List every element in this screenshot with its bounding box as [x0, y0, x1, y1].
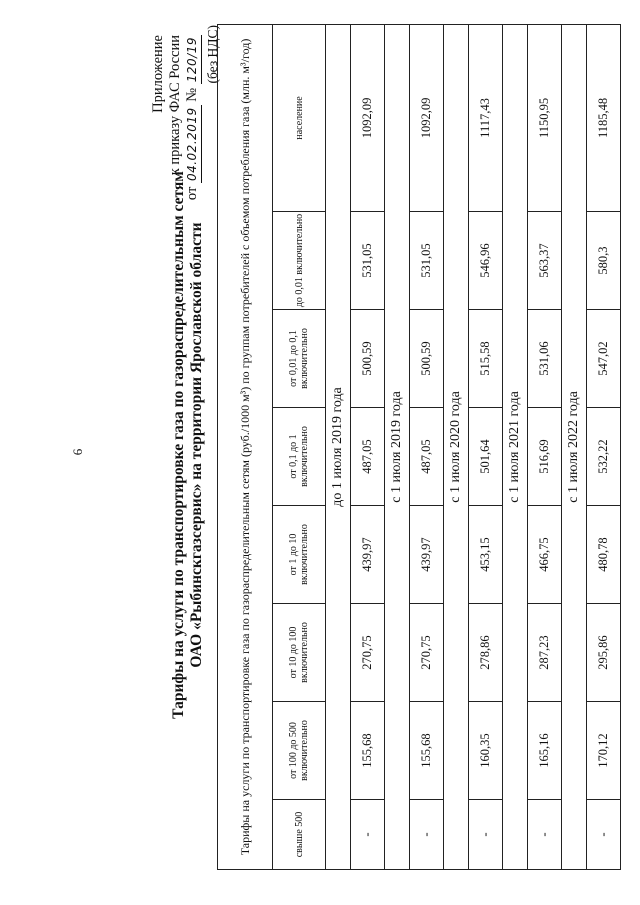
table-cell: 487,05: [410, 408, 444, 506]
table-cell: -: [410, 800, 444, 870]
table-cell: -: [587, 800, 621, 870]
table-cell: 165,16: [528, 702, 562, 800]
table-cell: 1092,09: [410, 24, 444, 211]
table-cell: 270,75: [410, 604, 444, 702]
tariffs-table: [217, 24, 621, 870]
table-cell: 270,75: [351, 604, 385, 702]
table-cell: 515,58: [469, 310, 503, 408]
table-cell: 547,02: [587, 310, 621, 408]
table-cell: 287,23: [528, 604, 562, 702]
table-cell: 466,75: [528, 506, 562, 604]
table-cell: 160,35: [469, 702, 503, 800]
period-label: с 1 июля 2021 года: [503, 24, 528, 869]
document-title: [170, 25, 206, 865]
table-cell: 500,59: [410, 310, 444, 408]
appendix-line2: к приказу ФАС России: [167, 35, 183, 176]
column-header: от 10 до 100 включительно: [273, 604, 326, 702]
table-cell: 563,37: [528, 212, 562, 310]
handwritten-order-number: 120/19: [184, 35, 202, 84]
table-cell: 155,68: [351, 702, 385, 800]
column-header: от 100 до 500 включительно: [273, 702, 326, 800]
table-cell: 531,05: [351, 212, 385, 310]
table-cell: 278,86: [469, 604, 503, 702]
table-cell: 1092,09: [351, 24, 385, 211]
period-row: [385, 24, 410, 869]
table-cell: 1150,95: [528, 24, 562, 211]
table-cell: 532,22: [587, 408, 621, 506]
table-cell: 531,05: [410, 212, 444, 310]
table-cell: 155,68: [410, 702, 444, 800]
table-cell: 501,64: [469, 408, 503, 506]
table-main-header: Тарифы на услуги по транспортировке газа по газораспределительным сетям (руб./1000 м³) по группам потребителей с объемом потребления газа (млн. м³/год): [218, 24, 273, 869]
title-line1: Тарифы на услуги по транспортировке газа по газораспределительным сетям: [170, 171, 187, 719]
table-cell: -: [469, 800, 503, 870]
table-cell: 546,96: [469, 212, 503, 310]
date-prefix: от: [184, 186, 200, 201]
table-cell: 580,3: [587, 212, 621, 310]
period-label: с 1 июля 2020 года: [444, 24, 469, 869]
column-header: от 1 до 10 включительно: [273, 506, 326, 604]
table-cell: 439,97: [351, 506, 385, 604]
period-row: [503, 24, 528, 869]
period-row: [326, 24, 351, 869]
period-label: с 1 июля 2019 года: [385, 24, 410, 869]
table-cell: 531,06: [528, 310, 562, 408]
period-row: [444, 24, 469, 869]
column-header: население: [273, 24, 326, 211]
table-cell: -: [528, 800, 562, 870]
page-number: 6: [70, 448, 85, 456]
period-label: с 1 июля 2022 года: [562, 24, 587, 869]
column-header: до 0,01 включительно: [273, 212, 326, 310]
table-row: [410, 24, 444, 869]
title-line2: ОАО «Рыбинскгазсервис» на территории Ярославской области: [188, 222, 205, 668]
number-prefix: №: [184, 87, 200, 102]
table-row: [469, 24, 503, 869]
table-cell: 516,69: [528, 408, 562, 506]
table-row: [351, 24, 385, 869]
table-cell: 487,05: [351, 408, 385, 506]
table-cell: 170,12: [587, 702, 621, 800]
column-header: от 0,1 до 1 включительно: [273, 408, 326, 506]
handwritten-date: 04.02.2019: [184, 105, 202, 183]
table-row: [528, 24, 562, 869]
table-cell: 439,97: [410, 506, 444, 604]
table-cell: -: [351, 800, 385, 870]
table-cell: 500,59: [351, 310, 385, 408]
column-header-row: [273, 24, 326, 869]
vat-note: (без НДС): [205, 25, 220, 84]
table-cell: 480,78: [587, 506, 621, 604]
column-header: от 0,01 до 0,1 включительно: [273, 310, 326, 408]
column-header: свыше 500: [273, 800, 326, 870]
table-row: [587, 24, 621, 869]
table-cell: 295,86: [587, 604, 621, 702]
appendix-line1: Приложение: [150, 35, 166, 113]
table-cell: 1185,48: [587, 24, 621, 211]
table-cell: 453,15: [469, 506, 503, 604]
period-row: [562, 24, 587, 869]
period-label: до 1 июля 2019 года: [326, 24, 351, 869]
table-cell: 1117,43: [469, 24, 503, 211]
